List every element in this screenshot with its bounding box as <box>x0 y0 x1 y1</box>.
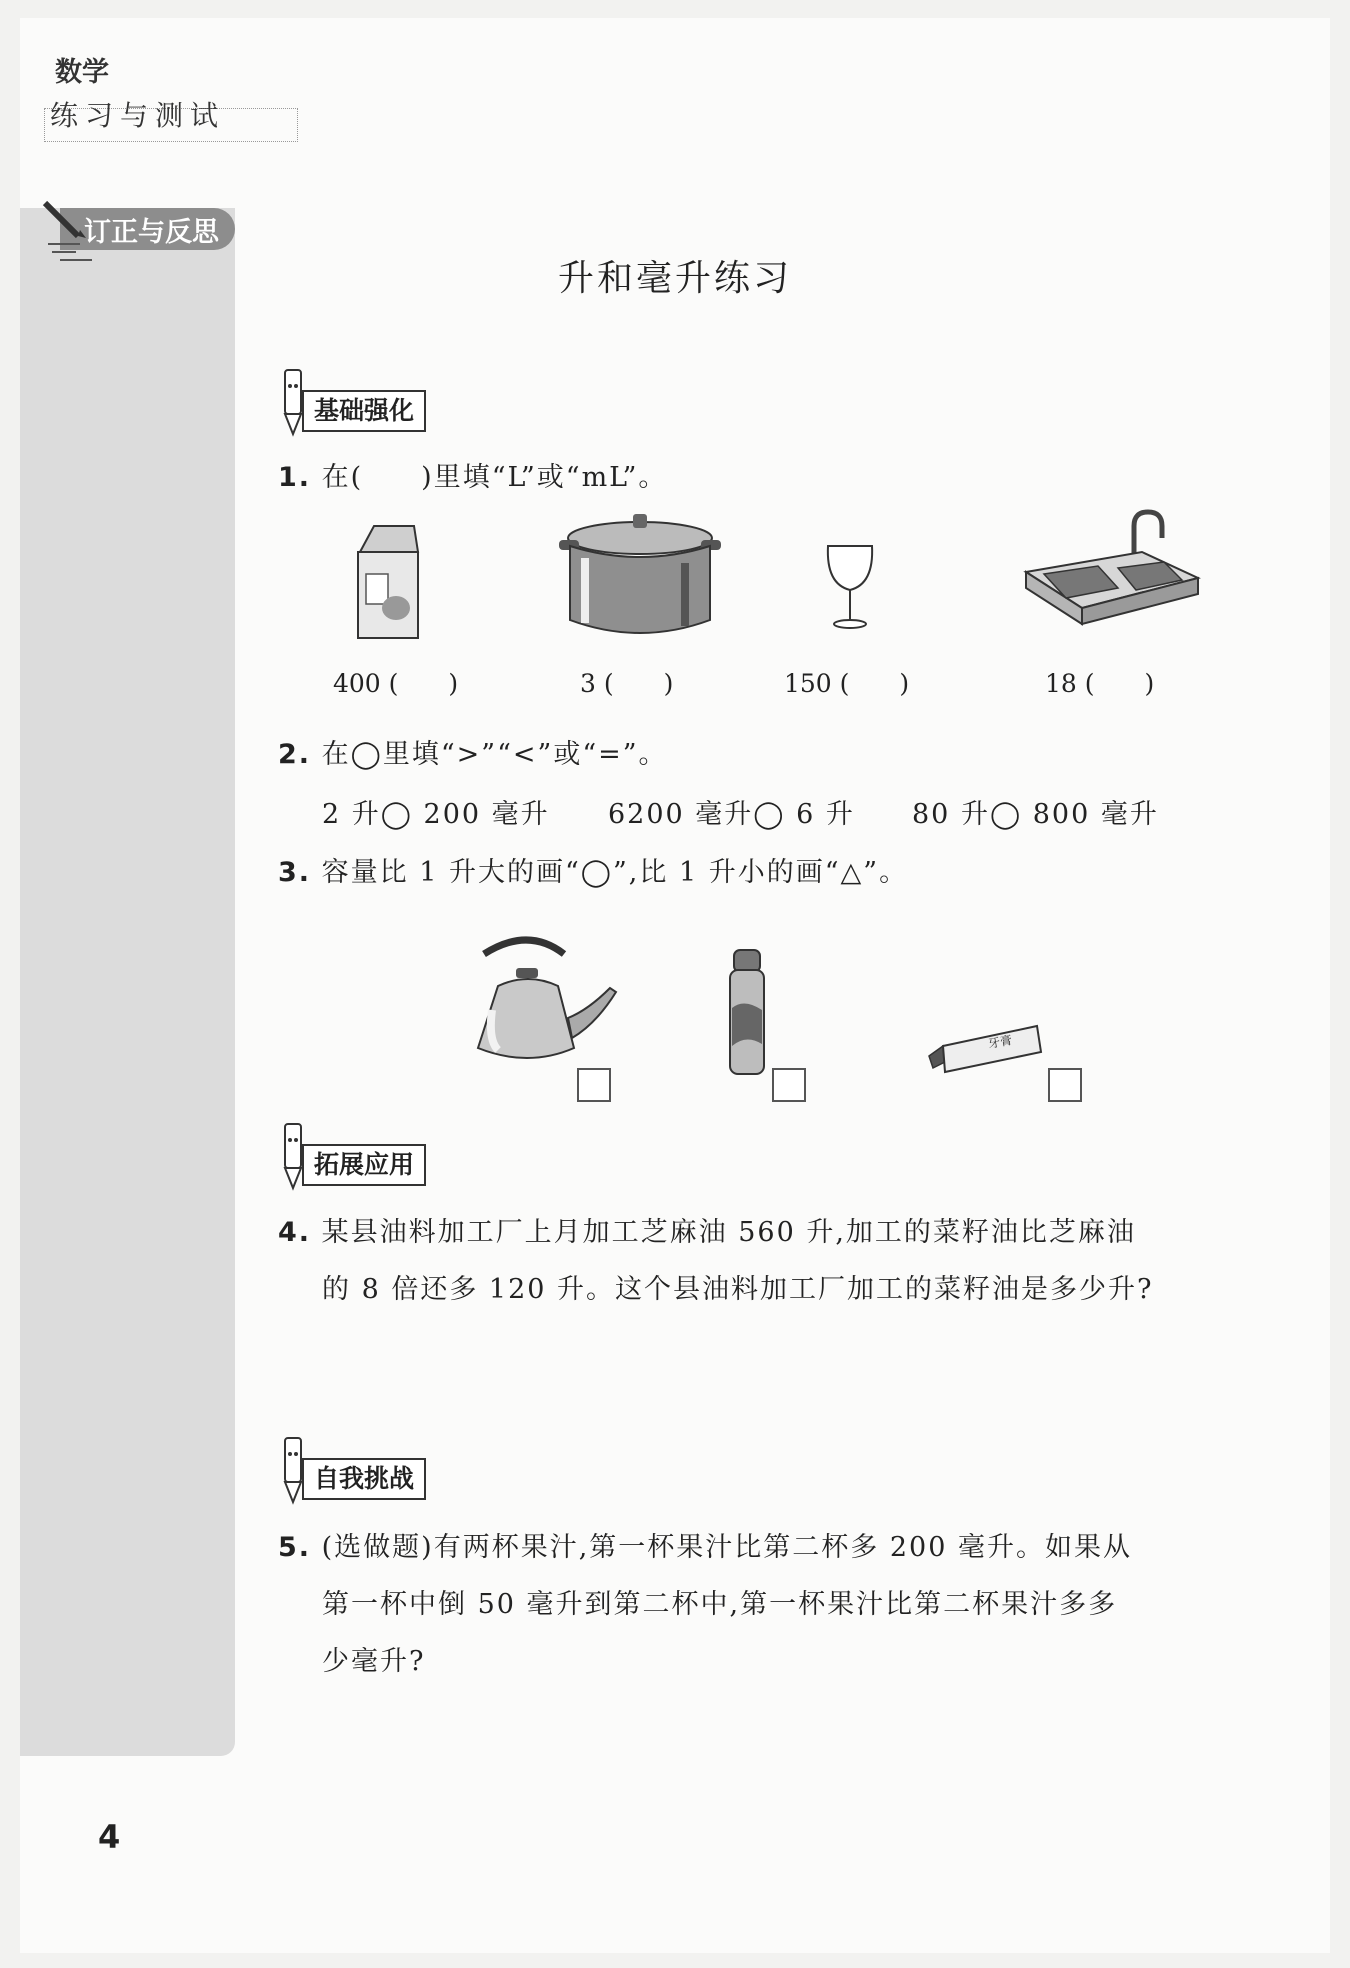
q2-number: 2. <box>278 739 312 770</box>
sink-icon <box>1022 508 1202 643</box>
q3-prompt <box>278 853 908 893</box>
q5-line-1 <box>278 1528 1132 1568</box>
q5-text-1: (选做题)有两杯果汁,第一杯果汁比第二杯多 200 毫升。如果从 <box>321 1532 1132 1563</box>
q2-item-1[interactable]: 2 升◯ 200 毫升 <box>322 799 550 830</box>
q3-answer-box-kettle[interactable] <box>577 1068 611 1102</box>
toothpaste-label: 牙膏 <box>987 1032 1014 1051</box>
sidebar-label: 订正与反思 <box>84 217 219 248</box>
q5-number: 5. <box>278 1532 312 1563</box>
q1-prompt <box>278 458 667 498</box>
page-number: 4 <box>98 1818 121 1856</box>
section-extend: 拓展应用 <box>302 1144 426 1186</box>
q1-blank-milk[interactable]: 400 ( ) <box>333 669 459 698</box>
correction-sidebar <box>20 208 235 1756</box>
q2-prompt <box>278 735 668 775</box>
q4-text-1: 某县油料加工厂上月加工芝麻油 560 升,加工的菜籽油比芝麻油 <box>321 1217 1136 1248</box>
header-subject: 数学 <box>55 57 109 88</box>
milk-carton-icon <box>352 522 424 642</box>
q5-text-3: 少毫升? <box>322 1646 426 1677</box>
q1-blank-glass[interactable]: 150 ( ) <box>784 669 910 698</box>
thermos-icon <box>724 948 770 1078</box>
q4-text-2: 的 8 倍还多 120 升。这个县油料加工厂加工的菜籽油是多少升? <box>322 1274 1154 1305</box>
q4-line-1 <box>278 1213 1136 1253</box>
q3-answer-box-thermos[interactable] <box>772 1068 806 1102</box>
q3-text: 容量比 1 升大的画“◯”,比 1 升小的画“△”。 <box>321 857 909 888</box>
q4-number: 4. <box>278 1217 312 1248</box>
wine-glass-icon <box>822 540 878 632</box>
header-series: 练习与测试 <box>50 99 226 132</box>
q2-item-3[interactable]: 80 升◯ 800 毫升 <box>912 799 1159 830</box>
cooking-pot-icon <box>555 508 725 643</box>
kettle-icon <box>468 930 623 1080</box>
q2-item-2[interactable]: 6200 毫升◯ 6 升 <box>608 799 855 830</box>
q1-blank-sink[interactable]: 18 ( ) <box>1045 669 1155 698</box>
q1-number: 1. <box>278 462 312 493</box>
page-title: 升和毫升练习 <box>557 258 792 299</box>
q3-number: 3. <box>278 857 312 888</box>
section-basic: 基础强化 <box>302 390 426 432</box>
toothpaste-icon <box>925 1022 1045 1078</box>
q5-text-2: 第一杯中倒 50 毫升到第二杯中,第一杯果汁比第二杯果汁多多 <box>322 1589 1118 1620</box>
q1-text: 在( )里填“L”或“mL”。 <box>321 462 668 493</box>
section-challenge: 自我挑战 <box>302 1458 426 1500</box>
q1-blank-pot[interactable]: 3 ( ) <box>580 669 674 698</box>
q3-answer-box-toothpaste[interactable] <box>1048 1068 1082 1102</box>
q2-text: 在◯里填“>”“<”或“=”。 <box>321 739 668 770</box>
